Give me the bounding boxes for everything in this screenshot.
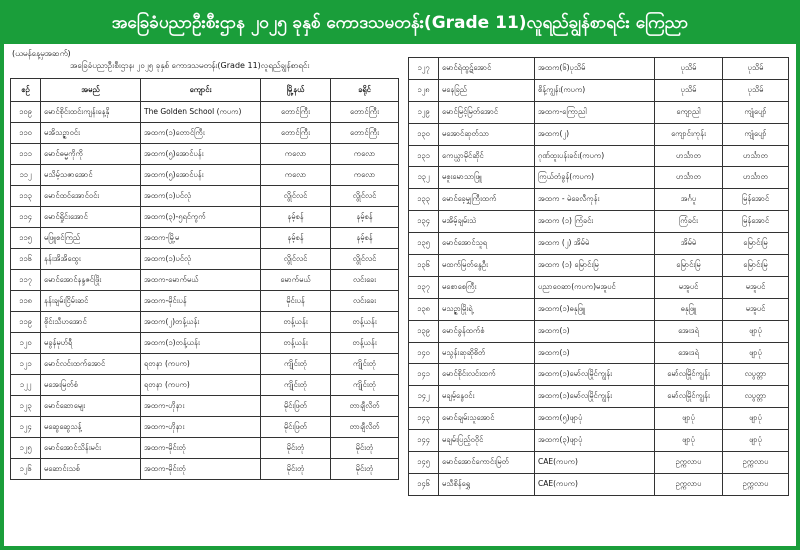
cell-district: တန့်ယန်း: [331, 333, 399, 354]
cell-school: အထက(၁): [535, 320, 655, 342]
cell-school: အထက-ကြောညါ: [535, 101, 655, 123]
cell-name: မခွန်မုဟ်ရီ: [41, 333, 141, 354]
cell-district: တာချီလိတ်: [331, 396, 399, 417]
table-row: [409, 320, 789, 342]
cell-name: မဆွေဆွေသန့်: [41, 417, 141, 438]
cell-school: အထက-မောက်မယ်: [141, 270, 261, 291]
cell-no: ၁၁၃: [11, 186, 41, 207]
cell-district: မိုင်းတုံ: [331, 459, 399, 480]
cell-school: ကြယ်တံခွန်(ကပက): [535, 167, 655, 189]
right-column: [408, 57, 788, 496]
cell-school: စိန့်ကျွန်း(ကပက): [535, 79, 655, 101]
cell-district: မအူပင်: [723, 298, 789, 320]
table-row: [409, 430, 789, 452]
cell-township: ကျိုင်းတုံ: [261, 354, 331, 375]
cell-no: ၁၃၁: [409, 145, 439, 167]
continued-note: (ယမန်နေ့မှအဆက်): [12, 49, 71, 58]
cell-township: ကြံခင်း: [655, 211, 723, 233]
cell-no: ၁၄၁: [409, 364, 439, 386]
header-township: မြို့နယ်: [261, 79, 331, 102]
cell-school: ဂုဏ်ထူးပန်းခင်း(ကပက): [535, 145, 655, 167]
table-row: [409, 386, 789, 408]
cell-township: မိုင်းတုံ: [261, 438, 331, 459]
left-table-body: [11, 102, 399, 480]
cell-name: မချမ့်နွေဝင်း: [439, 386, 535, 408]
cell-no: ၁၃၈: [409, 298, 439, 320]
cell-name: ကေယ္ယာမိုင်ဆိုင်: [439, 145, 535, 167]
cell-no: ၁၃၀: [409, 123, 439, 145]
cell-name: မောင်မြင့်မြတ်အောင်: [439, 101, 535, 123]
cell-name: မအောင်ဆုတ်သာ: [439, 123, 535, 145]
cell-township: အင်္ဂပူ: [655, 189, 723, 211]
cell-township: မိုင်းတုံ: [261, 459, 331, 480]
cell-no: ၁၄၀: [409, 342, 439, 364]
table-row: [11, 102, 399, 123]
table-row: [11, 228, 399, 249]
table-row: [11, 396, 399, 417]
cell-name: မောင်ထင်အောင်ဝင်း: [41, 186, 141, 207]
table-row: [409, 145, 789, 167]
cell-district: လင်းခေး: [331, 291, 399, 312]
cell-school: အထက (၂) အိမ်မဲ: [535, 233, 655, 255]
cell-township: မအူပင်: [655, 276, 723, 298]
cell-no: ၁၂၈: [409, 79, 439, 101]
cell-township: ဖျာပုံ: [655, 408, 723, 430]
table-row: [11, 354, 399, 375]
cell-school: အထက - မဲခေလီကုန်း: [535, 189, 655, 211]
table-row: [409, 167, 789, 189]
cell-no: ၁၃၅: [409, 233, 439, 255]
cell-name: မောင်ခေ့မျှကြီးထက်: [439, 189, 535, 211]
cell-no: ၁၂၅: [11, 438, 41, 459]
table-row: [409, 298, 789, 320]
cell-school: အထက(၅)အောင်ပန်း: [141, 144, 261, 165]
cell-school: အထက(၁): [535, 342, 655, 364]
cell-district: နမ့်စန်: [331, 228, 399, 249]
cell-township: အိမ်မဲ: [655, 233, 723, 255]
cell-township: ဥက္ကလာပ: [655, 473, 723, 495]
cell-district: မြောင်းမြ: [723, 233, 789, 255]
cell-no: ၁၄၆: [409, 473, 439, 495]
table-row: [11, 186, 399, 207]
cell-district: မြန်အောင်: [723, 211, 789, 233]
cell-district: ကျုံပျော်: [723, 123, 789, 145]
cell-district: ပုသိမ်: [723, 79, 789, 101]
cell-school: အထက-ဟိုနား: [141, 417, 261, 438]
cell-name: မနေခြည်: [439, 79, 535, 101]
cell-school: အထက-မြို့မ: [141, 228, 261, 249]
cell-district: လွိုင်လင်: [331, 249, 399, 270]
cell-no: ၁၁၇: [11, 270, 41, 291]
cell-township: ဖျာပုံ: [655, 430, 723, 452]
cell-name: မောင်ရှိုင်းအောင်: [41, 207, 141, 228]
cell-name: မောင်အောင်ကောင်းမြတ်: [439, 452, 535, 474]
cell-name: မအေးမြတ်စံ: [41, 375, 141, 396]
announcement-title: အခြေခံပညာဦးစီးဌာန ၂၀၂၅ ခုနှစ် ကောဒသမတန်း(Grade 11)လူရည်ချွန်စာရင်း ကြေညာ: [4, 4, 796, 44]
cell-name: မသိမ့်သဇာအောင်: [41, 165, 141, 186]
cell-name: နန်းချမ်းငြိမ်းဆင်: [41, 291, 141, 312]
table-row: [11, 249, 399, 270]
cell-district: ဖျာပုံ: [723, 408, 789, 430]
cell-school: အထက(၅)ဖျာပုံ: [535, 408, 655, 430]
table-row: [409, 211, 789, 233]
table-row: [409, 276, 789, 298]
cell-no: ၁၀၉: [11, 102, 41, 123]
cell-no: ၁၃၉: [409, 320, 439, 342]
cell-township: တောင်ကြီး: [261, 102, 331, 123]
cell-name: မထက်မြတ်နွေဦး: [439, 255, 535, 277]
left-results-table: [10, 78, 399, 480]
header-no: စဉ်: [11, 79, 41, 102]
cell-school: The Golden School (ကပက): [141, 102, 261, 123]
cell-school: အထက-ဟိုနား: [141, 396, 261, 417]
cell-no: ၁၄၃: [409, 408, 439, 430]
cell-township: နမ့်စန်: [261, 207, 331, 228]
left-column: [10, 48, 398, 480]
cell-district: ကျိုင်းတုံ: [331, 354, 399, 375]
cell-district: ကျိုင်းတုံ: [331, 375, 399, 396]
cell-district: တောင်ကြီး: [331, 102, 399, 123]
cell-school: အထက (၁) ကြံခင်း: [535, 211, 655, 233]
cell-district: လပွတ္တာ: [723, 364, 789, 386]
table-row: [11, 312, 399, 333]
cell-township: ကျိုင်းတုံ: [261, 375, 331, 396]
cell-name: မောင်လင်းထက်အောင်: [41, 354, 141, 375]
table-row: [11, 417, 399, 438]
cell-name: မောင်အောင်နန္ဒဇင်ဖြိုး: [41, 270, 141, 291]
cell-school: အထက-မိုင်းတုံ: [141, 438, 261, 459]
cell-name: မောင်စိုင်းထင်းကျန်းနေ့နို: [41, 102, 141, 123]
table-row: [409, 342, 789, 364]
header-name: အမည်: [41, 79, 141, 102]
cell-district: ကလော: [331, 165, 399, 186]
cell-no: ၁၂၁: [11, 354, 41, 375]
cell-no: ၁၁၉: [11, 312, 41, 333]
cell-township: တန့်ယန်း: [261, 312, 331, 333]
cell-no: ၁၃၃: [409, 189, 439, 211]
cell-school: အထက(၅)အောင်ပန်း: [141, 165, 261, 186]
cell-district: ပုသိမ်: [723, 58, 789, 80]
cell-district: နမ့်စန်: [331, 207, 399, 228]
cell-name: နန်းအိအိထွေး: [41, 249, 141, 270]
cell-township: မိုင်းပန်: [261, 291, 331, 312]
table-row: [11, 291, 399, 312]
cell-township: ဥက္ကလာပ: [655, 452, 723, 474]
table-row: [11, 333, 399, 354]
cell-school: အထက(၆)ပုသိမ်: [535, 58, 655, 80]
cell-township: ကလော: [261, 144, 331, 165]
cell-district: လပွတ္တာ: [723, 386, 789, 408]
cell-name: မောင်ချမ်းသူအောင်: [439, 408, 535, 430]
cell-district: လင်းခေး: [331, 270, 399, 291]
cell-school: အထက(၃)-၅ရင်ကွက်: [141, 207, 261, 228]
cell-school: အထက(၁)မော်လမြိုင်ကျွန်း: [535, 386, 655, 408]
cell-township: တောင်ကြီး: [261, 123, 331, 144]
cell-township: မော်လမြိုင်ကျွန်း: [655, 364, 723, 386]
cell-township: ဟင်္သာတ: [655, 145, 723, 167]
cell-township: လွိုင်လင်: [261, 249, 331, 270]
cell-no: ၁၁၅: [11, 228, 41, 249]
cell-name: မစူးမောသာဖြူ: [439, 167, 535, 189]
table-row: [409, 364, 789, 386]
cell-district: တောင်ကြီး: [331, 123, 399, 144]
cell-name: မသီစိန်ရွှေ: [439, 473, 535, 495]
cell-township: နမ့်စန်: [261, 228, 331, 249]
cell-no: ၁၁၁: [11, 144, 41, 165]
cell-school: CAE(ကပက): [535, 452, 655, 474]
cell-township: ကလော: [261, 165, 331, 186]
cell-township: ကျောညါ: [655, 101, 723, 123]
cell-name: မအိမ့်ချမ်းသဲ: [439, 211, 535, 233]
table-row: [11, 207, 399, 228]
cell-no: ၁၂၀: [11, 333, 41, 354]
cell-no: ၁၃၂: [409, 167, 439, 189]
cell-no: ၁၁၈: [11, 291, 41, 312]
cell-school: ပညာဝေဆာ(ကပက)မအူပင်: [535, 276, 655, 298]
cell-no: ၁၂၇: [409, 58, 439, 80]
cell-township: မိုင်းဖြတ်: [261, 417, 331, 438]
cell-district: မြောင်းမြ: [723, 255, 789, 277]
cell-district: ကျုံပျော်: [723, 101, 789, 123]
cell-no: ၁၃၄: [409, 211, 439, 233]
cell-name: မစောစေကြီး: [439, 276, 535, 298]
cell-no: ၁၁၄: [11, 207, 41, 228]
cell-school: အထက-မိုင်းပန်: [141, 291, 261, 312]
cell-name: မောင်ဓမ္မကိုကို: [41, 144, 141, 165]
table-row: [11, 438, 399, 459]
table-row: [11, 165, 399, 186]
table-row: [409, 233, 789, 255]
cell-name: မဆောင်းသစ်: [41, 459, 141, 480]
cell-district: မြန်အောင်: [723, 189, 789, 211]
table-row: [11, 375, 399, 396]
table-row: [409, 408, 789, 430]
cell-township: မောက်မယ်: [261, 270, 331, 291]
cell-school: ရတနာ (ကပက): [141, 375, 261, 396]
cell-township: မြောင်းမြ: [655, 255, 723, 277]
cell-school: အထက(၁)ဓနုဖြူ: [535, 298, 655, 320]
cell-name: မသဉ္ဇာမြိုးရဲ့: [439, 298, 535, 320]
cell-no: ၁၃၇: [409, 276, 439, 298]
table-row: [409, 189, 789, 211]
cell-no: ၁၂၂: [11, 375, 41, 396]
cell-township: ကျောင်းကုန်း: [655, 123, 723, 145]
cell-township: ဟင်္သာတ: [655, 167, 723, 189]
cell-school: အထက (၁) မြောင်းမြ: [535, 255, 655, 277]
cell-name: မောင်ဆောမျေး: [41, 396, 141, 417]
cell-township: ပုသိမ်: [655, 79, 723, 101]
cell-name: မောင်စိုင်းလင်းထက်: [439, 364, 535, 386]
cell-district: တာချီလိတ်: [331, 417, 399, 438]
cell-school: အထက(၁)မော်လမြိုင်ကျွန်း: [535, 364, 655, 386]
right-table-body: [409, 58, 789, 496]
cell-township: အေးဒရဲ: [655, 320, 723, 342]
header-district: ခရိုင်: [331, 79, 399, 102]
cell-school: CAE(ကပက): [535, 473, 655, 495]
cell-district: ဟင်္သာတ: [723, 145, 789, 167]
cell-no: ၁၂၉: [409, 101, 439, 123]
cell-no: ၁၃၆: [409, 255, 439, 277]
cell-name: မောင်ခွန်ထက်စံ: [439, 320, 535, 342]
cell-township: မော်လမြိုင်ကျွန်း: [655, 386, 723, 408]
cell-district: မိုင်းတုံ: [331, 438, 399, 459]
cell-no: ၁၂၃: [11, 396, 41, 417]
cell-name: မောင်အောင်သိန်းမင်း: [41, 438, 141, 459]
list-heading: အခြေခံပညာဦးစီးဌာန၊ ၂၀၂၅ ခုနှစ် ကောဒသမတန်း(Grade 11)လူရည်ချွန်စာရင်း: [70, 61, 310, 70]
table-row: [409, 255, 789, 277]
table-row: [409, 123, 789, 145]
cell-township: တန့်ယန်း: [261, 333, 331, 354]
cell-township: ဓနုဖြူ: [655, 298, 723, 320]
cell-township: ပုသိမ်: [655, 58, 723, 80]
cell-school: ရတနာ (ကပက): [141, 354, 261, 375]
table-row: [11, 270, 399, 291]
cell-school: အထက(၂): [535, 123, 655, 145]
table-row: [409, 101, 789, 123]
table-row: [409, 79, 789, 101]
cell-district: လွိုင်လင်: [331, 186, 399, 207]
cell-no: ၁၁၂: [11, 165, 41, 186]
cell-district: ဖျာပုံ: [723, 430, 789, 452]
cell-district: ဖျာပုံ: [723, 342, 789, 364]
cell-school: အထက-မိုင်းတုံ: [141, 459, 261, 480]
cell-no: ၁၁၀: [11, 123, 41, 144]
cell-township: လွိုင်လင်: [261, 186, 331, 207]
cell-district: ဖျာပုံ: [723, 320, 789, 342]
cell-school: အထက(၁)တောင်ကြီး: [141, 123, 261, 144]
cell-no: ၁၄၂: [409, 386, 439, 408]
cell-school: အထက(၂)တန့်ယန်း: [141, 312, 261, 333]
header-school: ကျောင်း: [141, 79, 261, 102]
table-row: [409, 58, 789, 80]
table-header-row: [11, 79, 399, 102]
cell-district: ဟင်္သာတ: [723, 167, 789, 189]
cell-name: မအိသဉ္ဇာဝင်း: [41, 123, 141, 144]
table-row: [409, 452, 789, 474]
cell-school: အထက(၁)ပင်လုံ: [141, 186, 261, 207]
cell-district: တန့်ယန်း: [331, 312, 399, 333]
table-row: [11, 144, 399, 165]
cell-district: မအူပင်: [723, 276, 789, 298]
cell-district: ဥက္ကလာပ: [723, 473, 789, 495]
cell-no: ၁၂၆: [11, 459, 41, 480]
cell-school: အထက(၁)တန့်ယန်း: [141, 333, 261, 354]
cell-township: အေးဒရဲ: [655, 342, 723, 364]
cell-name: မဖြူစင်ကြည်: [41, 228, 141, 249]
cell-district: ကလော: [331, 144, 399, 165]
cell-name: မောင်အောင်သူရ: [439, 233, 535, 255]
table-row: [409, 473, 789, 495]
cell-township: မိုင်းဖြတ်: [261, 396, 331, 417]
cell-name: မသွန်းဆုဆိုစိတ်: [439, 342, 535, 364]
cell-no: ၁၂၄: [11, 417, 41, 438]
cell-no: ၁၄၅: [409, 452, 439, 474]
table-row: [11, 123, 399, 144]
cell-school: အထက(၁)ပင်လုံ: [141, 249, 261, 270]
cell-name: စိုင်းသီဟအောင်: [41, 312, 141, 333]
table-row: [11, 459, 399, 480]
cell-no: ၁၄၄: [409, 430, 439, 452]
cell-district: ဥက္ကလာပ: [723, 452, 789, 474]
cell-no: ၁၁၆: [11, 249, 41, 270]
right-results-table: [408, 57, 789, 496]
cell-name: မောင်ရဲထွဋ်အောင်: [439, 58, 535, 80]
cell-name: မချမ်းပြည့်ဝဝိုင်: [439, 430, 535, 452]
cell-school: အထက(၃)ဖျာပုံ: [535, 430, 655, 452]
